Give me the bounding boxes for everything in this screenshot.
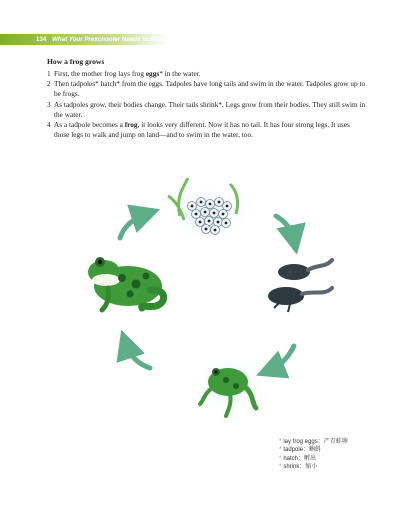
step-text-part: As a tadpole becomes a bbox=[54, 120, 125, 130]
step-1 bbox=[47, 69, 367, 79]
steps-list bbox=[47, 69, 367, 140]
glossary-meaning: 蝌蚪 bbox=[309, 447, 322, 454]
step-text-part: First, the mother frog lays frog bbox=[54, 69, 146, 78]
glossary-term: shrink bbox=[283, 464, 300, 471]
glossary-term: hatch bbox=[283, 455, 299, 462]
step-text-part: * in the water. bbox=[159, 69, 201, 78]
step-text bbox=[54, 69, 367, 79]
step-text bbox=[54, 120, 367, 140]
step-text-part: As tadpoles grow, their bodies change. Their tails shrink*. Legs grow from their bodies. They still swim in the water. bbox=[54, 99, 366, 119]
step-term: eggs bbox=[145, 69, 160, 78]
glossary bbox=[279, 438, 348, 472]
step-number: 4 bbox=[47, 120, 51, 130]
frog-life-cycle-diagram bbox=[80, 168, 340, 438]
glossary-meaning: 产青蛙卵 bbox=[323, 439, 348, 445]
tadpoles-illustration bbox=[268, 260, 332, 312]
glossary-term: lay frog eggs bbox=[283, 439, 318, 445]
arrow-eggs-to-tadpoles bbox=[276, 216, 294, 240]
adult-frog-illustration bbox=[88, 257, 164, 310]
glossary-item: * tadpole：蝌蚪 bbox=[279, 447, 322, 454]
step-text-part: Then tadpoles* hatch* from the eggs. Tadpoles have long tails and swim in the water. Tadpoles grow up to be frogs. bbox=[54, 79, 366, 99]
step-number: 3 bbox=[47, 99, 51, 109]
step-text bbox=[54, 100, 367, 120]
glossary-meaning: 缩小 bbox=[305, 464, 318, 471]
arrow-froglet-to-frog bbox=[126, 344, 150, 368]
content bbox=[47, 57, 367, 140]
step-number: 2 bbox=[47, 79, 51, 89]
step-text bbox=[54, 79, 367, 99]
arrow-tadpoles-to-froglet bbox=[270, 346, 294, 370]
book-title: What Your Preschooler Needs to Know bbox=[52, 36, 167, 43]
step-term: frog bbox=[124, 120, 138, 130]
step-text-part: , it looks very different. Now it has no tail. It has four strong legs. It uses those legs to walk and jump on land—and to swim in the water, too. bbox=[54, 120, 350, 140]
frog-eggs-illustration bbox=[166, 178, 250, 242]
glossary-item: * hatch：孵出 bbox=[279, 455, 317, 462]
step-4 bbox=[47, 120, 367, 140]
section-heading: How a frog grows bbox=[47, 57, 105, 66]
glossary-item: * lay frog eggs：产青蛙卵 bbox=[279, 439, 348, 445]
step-number: 1 bbox=[47, 69, 51, 78]
glossary-meaning: 孵出 bbox=[304, 455, 317, 462]
page-header bbox=[36, 34, 167, 45]
step-3 bbox=[47, 100, 367, 120]
arrow-frog-to-eggs bbox=[120, 214, 146, 238]
glossary-term: tadpole bbox=[283, 447, 304, 454]
step-2 bbox=[47, 79, 367, 99]
froglet-illustration bbox=[196, 354, 264, 416]
page-number: 134 bbox=[36, 36, 47, 43]
glossary-item: * shrink：缩小 bbox=[279, 464, 318, 471]
